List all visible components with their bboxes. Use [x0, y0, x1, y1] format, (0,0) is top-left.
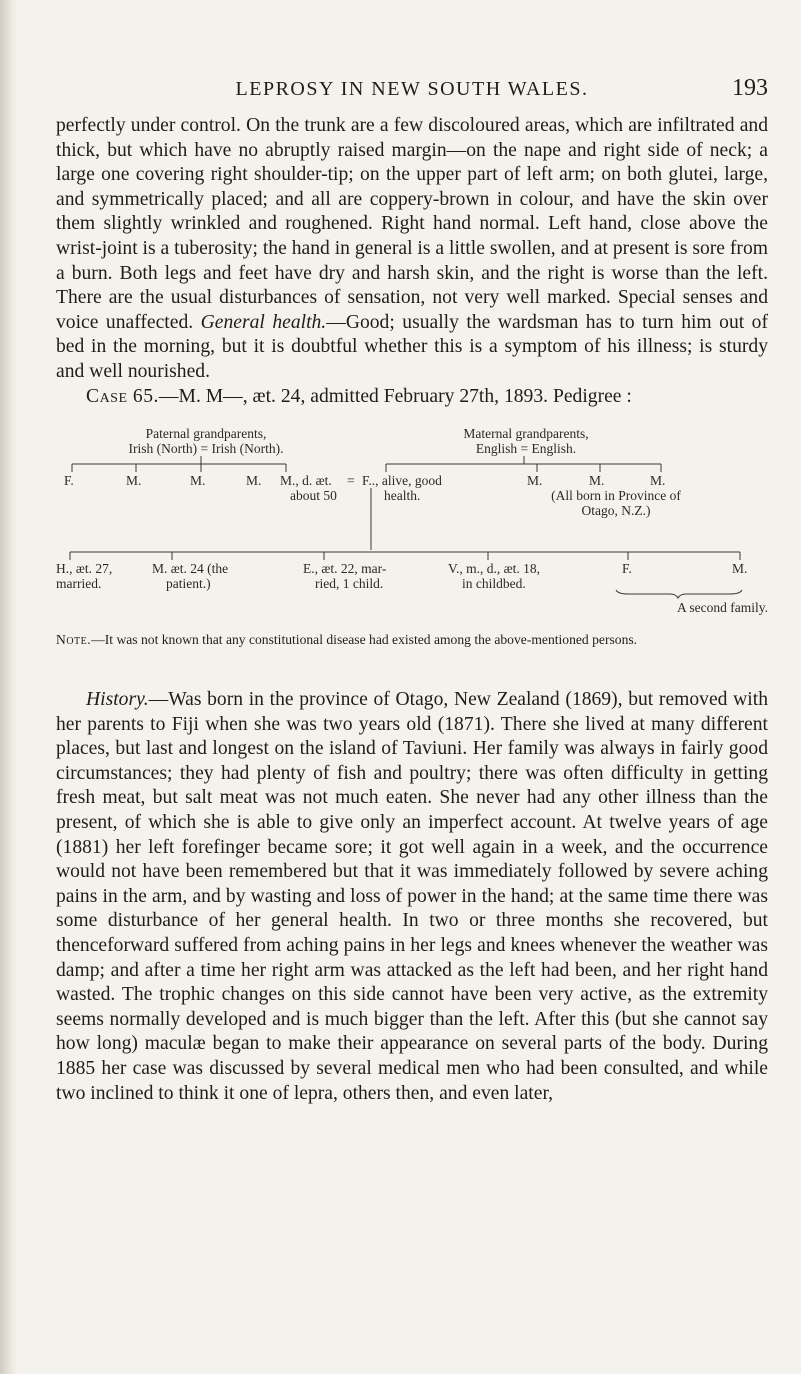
child-entry-patient [152, 561, 228, 591]
paternal-child: M. [190, 473, 206, 488]
child-line: married. [56, 576, 102, 591]
running-head [56, 75, 768, 106]
maternal-children-note [506, 488, 726, 518]
history-paragraph [56, 688, 768, 1106]
child-entry: M. [732, 561, 748, 576]
mother-line: F.., alive, good [362, 473, 442, 488]
paragraph-text: perfectly under control. On the trunk are a few discoloured areas, which are infiltrated and thick, but which have no abruptly raised margin—on the nape and right side of neck; a large one covering right shoulder-tip; on the upper part of left arm; on both glutei, large, and symmetrically placed; and all are coppery-brown in colour, and have the skin over them slightly wrinkled and roughened. Right hand normal. Left hand, close above the wrist-joint is a tuberosity; the hand in general is a little swollen, and at present is sore from a burn. Both legs and feet have dry and harsh skin, and the right is worse than the left. There are the usual disturbances of sensation, not very well marked. Special senses and voice unaffected. [56, 115, 768, 333]
paternal-heading-line: Paternal grandparents, [145, 426, 267, 441]
pedigree-chart [56, 426, 768, 626]
maternal-child: M. [527, 473, 543, 488]
paragraph-continuation [56, 114, 768, 385]
paternal-heading [96, 426, 316, 456]
pedigree-lines [56, 426, 768, 626]
paternal-child: F. [64, 473, 74, 488]
case-heading [56, 385, 768, 410]
case-label: Case 65. [86, 385, 159, 407]
history-text: —Was born in the province of Otago, New Zealand (1869), but removed with her parents to Fiji when she was two years old (1871). There she lived at many different places, but last and longest on the island of Taviuni. Her family was always in fairly good circumstances; they had plenty of fish and poultry; there was often difficulty in getting fresh meat, but salt meat was not much eaten. She never had any other illness than the present, of which she is able to give only an imperfect account. At twelve years of age (1881) her left forefinger became sore; it got well again in a week, and the occurrence would not have been remembered but that it was immediately followed by severe aching pains in the arm, and by wasting and loss of power in the hand; at the same time there was some disturbance of her general health. In two or three months she recovered, but thenceforward suffered from aching pains in her legs and knees whenever the weather was damp; and after a time her right arm was attacked as the left had been, and her right hand wasted. The trophic changes on this side cannot have been very active, as the extremity seems normally developed and is much bigger than the left. After this (but she cannot say how long) maculæ began to make their appearance on several parts of the body. During 1885 her case was discussed by several medical men who had been consulted, and while two inclined to think it one of lepra, others then, and even later, [56, 689, 768, 1104]
pedigree-note [56, 632, 768, 648]
father [266, 473, 337, 503]
child-entry [303, 561, 386, 591]
father-line: M., d. æt. [280, 473, 332, 488]
paternal-heading-line: Irish (North) = Irish (North). [128, 441, 284, 456]
child-line: ried, 1 child. [315, 576, 384, 591]
child-entry: F. [622, 561, 632, 576]
child-entry [448, 561, 540, 591]
clinical-description [56, 114, 768, 409]
running-title: LEPROSY IN NEW SOUTH WALES. [235, 78, 589, 100]
case-text: —M. M—, æt. 24, admitted February 27th, 1893. Pedigree : [158, 385, 632, 407]
maternal-child: M. [650, 473, 666, 488]
second-family-brace [616, 590, 742, 598]
history-label: History. [86, 689, 149, 710]
note-label: Note. [56, 632, 92, 647]
paternal-child: M. [126, 473, 142, 488]
maternal-note-line: Otago, N.Z.) [581, 503, 651, 518]
page-number: 193 [732, 75, 768, 101]
child-line: V., m., d., æt. 18, [448, 561, 541, 576]
general-health-label: General health. [200, 311, 327, 333]
second-family-label: A second family. [677, 600, 768, 615]
father-line: about 50 [290, 488, 337, 503]
child-line: E., æt. 22, mar- [303, 561, 387, 576]
marriage-sign: = [347, 473, 355, 488]
paternal-child: M. [246, 473, 262, 488]
maternal-heading-line: Maternal grandparents, [463, 426, 589, 441]
child-line: in childbed. [462, 576, 526, 591]
child-line: H., æt. 27, [56, 561, 113, 576]
page-gutter-shadow [0, 0, 18, 1374]
child-line: M. æt. 24 (the [152, 561, 229, 576]
history-section [56, 688, 768, 1106]
maternal-heading [416, 426, 636, 456]
maternal-child: M. [589, 473, 605, 488]
note-text: —It was not known that any constitutional disease had existed among the above-mentioned persons. [91, 632, 638, 647]
maternal-heading-line: English = English. [475, 441, 577, 456]
mother [362, 473, 442, 503]
child-entry [56, 561, 112, 591]
general-health-text: —Good; usually the wardsman has to turn him out of bed in the morning, but it is doubtful whether this is a symptom of his illness; is sturdy and well nourished. [56, 311, 769, 382]
child-line: patient.) [166, 576, 211, 591]
mother-line: health. [384, 488, 421, 503]
maternal-note-line: (All born in Province of [551, 488, 681, 503]
